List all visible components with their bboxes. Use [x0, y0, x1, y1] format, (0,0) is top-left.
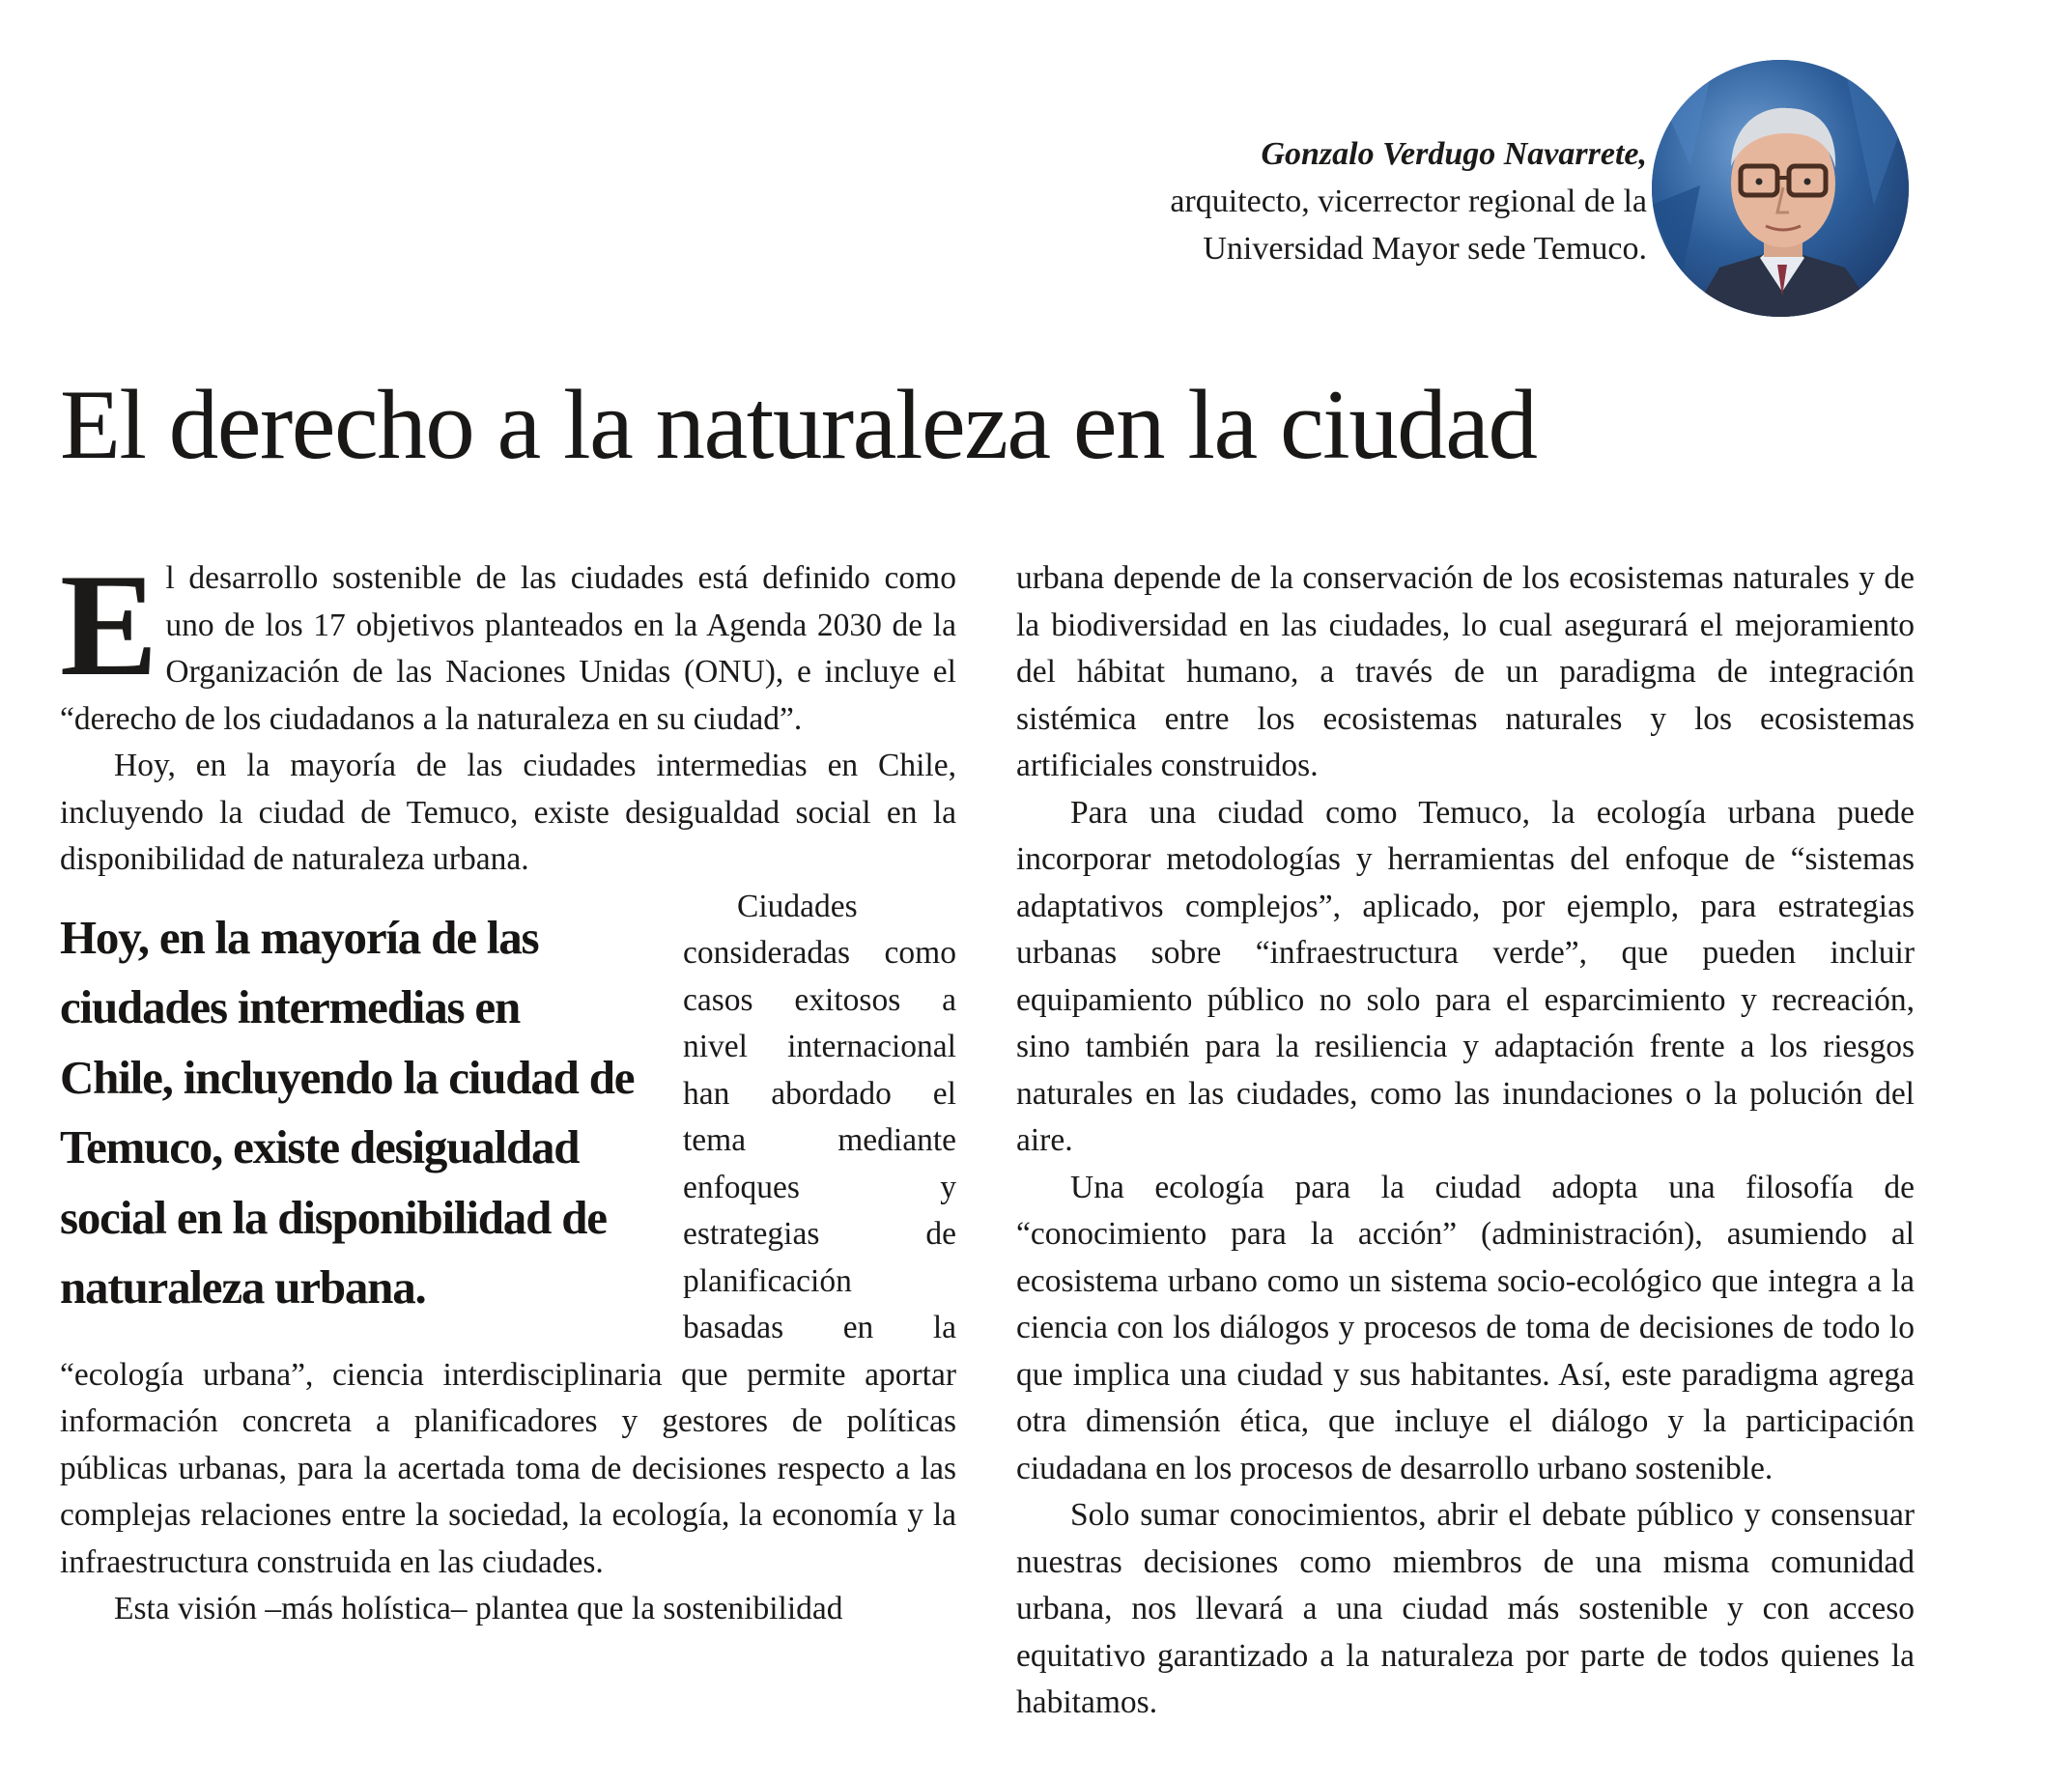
- paragraph-5: Para una ciudad como Temuco, la ecología urbana puede incorporar metodologías y herramientas del enfoque de “sistemas adaptativos complejos”, aplicado, por ejemplo, para estrategias urbanas sobre “infraestructura verde”, que pueden incluir equipamiento público no solo para el esparcimiento y recreación, sino también para la resiliencia y adaptación frente a los riesgos naturales en las ciudades, como las inundaciones o la polución del aire.: [1016, 794, 1915, 1158]
- paragraph-4: Esta visión –más holística– plantea que la sostenibilidad: [114, 1591, 843, 1626]
- author-role-line-2: Universidad Mayor sede Temuco.: [1203, 231, 1647, 267]
- article-column-right: [1016, 555, 1915, 1727]
- paragraph-6: Una ecología para la ciudad adopta una filosofía de “conocimiento para la acción” (administración), asumiendo al ecosistema urbano como un sistema socio-ecológico que integra a la ciencia con los diálogos y procesos de toma de decisiones de todo lo que implica una ciudad y sus habitantes. Así, este paradigma agrega otra dimensión ética, que incluye el diálogo y la participación ciudadana en los procesos de desarrollo urbano sostenible.: [1016, 1169, 1915, 1486]
- author-role-line-1: arquitecto, vicerrector regional de la: [1170, 184, 1647, 219]
- article-headline: El derecho a la naturaleza en la ciudad: [60, 370, 1537, 480]
- author-portrait-illustration: [1652, 60, 1909, 317]
- author-photo: [1652, 60, 1909, 317]
- paragraph-2: Hoy, en la mayoría de las ciudades intermedias en Chile, incluyendo la ciudad de Temuco, existe desigualdad social en la disponibilidad de naturaleza urbana.: [60, 748, 956, 877]
- paragraph-3: Ciudades consideradas como casos exitosos a nivel internacional han abordado el tema mediante enfoques y estrategias de planificación basadas en la “ecología urbana”, ciencia interdisciplinaria que permite aportar información concreta a planificadores y gestores de políticas públicas urbanas, para la acertada toma de decisiones respecto a las complejas relaciones entre la sociedad, la ecología, la economía y la infraestructura construida en las ciudades.: [60, 888, 956, 1580]
- author-byline: [778, 130, 1647, 272]
- pull-quote: Hoy, en la mayoría de las ciudades intermedias en Chile, incluyendo la ciudad de Temuco, existe desigualdad social en la disponibilidad de naturaleza urbana.: [60, 910, 635, 1314]
- paragraph-4-continued: urbana depende de la conservación de los ecosistemas naturales y de la biodiversidad en las ciudades, lo cual asegurará el mejoramiento del hábitat humano, a través de un paradigma de integración sistémica entre los ecosistemas naturales y los ecosistemas artificiales construidos.: [1016, 560, 1915, 783]
- author-name: Gonzalo Verdugo Navarrete,: [1261, 136, 1647, 172]
- paragraph-1: [60, 544, 956, 743]
- paragraph-7: Solo sumar conocimientos, abrir el debate público y consensuar nuestras decisiones como miembros de una misma comunidad urbana, nos llevará a una ciudad más sostenible y con acceso equitativo garantizado a la naturaleza por parte de todos quienes la habitamos.: [1016, 1497, 1915, 1720]
- dropcap: E: [60, 544, 158, 706]
- paragraph-1-text: l desarrollo sostenible de las ciudades está definido como uno de los 17 objetivos planteados en la Agenda 2030 de la Organización de las Naciones Unidas (ONU), e incluye el “derecho de los ciudadanos a la naturaleza en su ciudad”.: [60, 560, 956, 737]
- article-column-left: [60, 544, 956, 1633]
